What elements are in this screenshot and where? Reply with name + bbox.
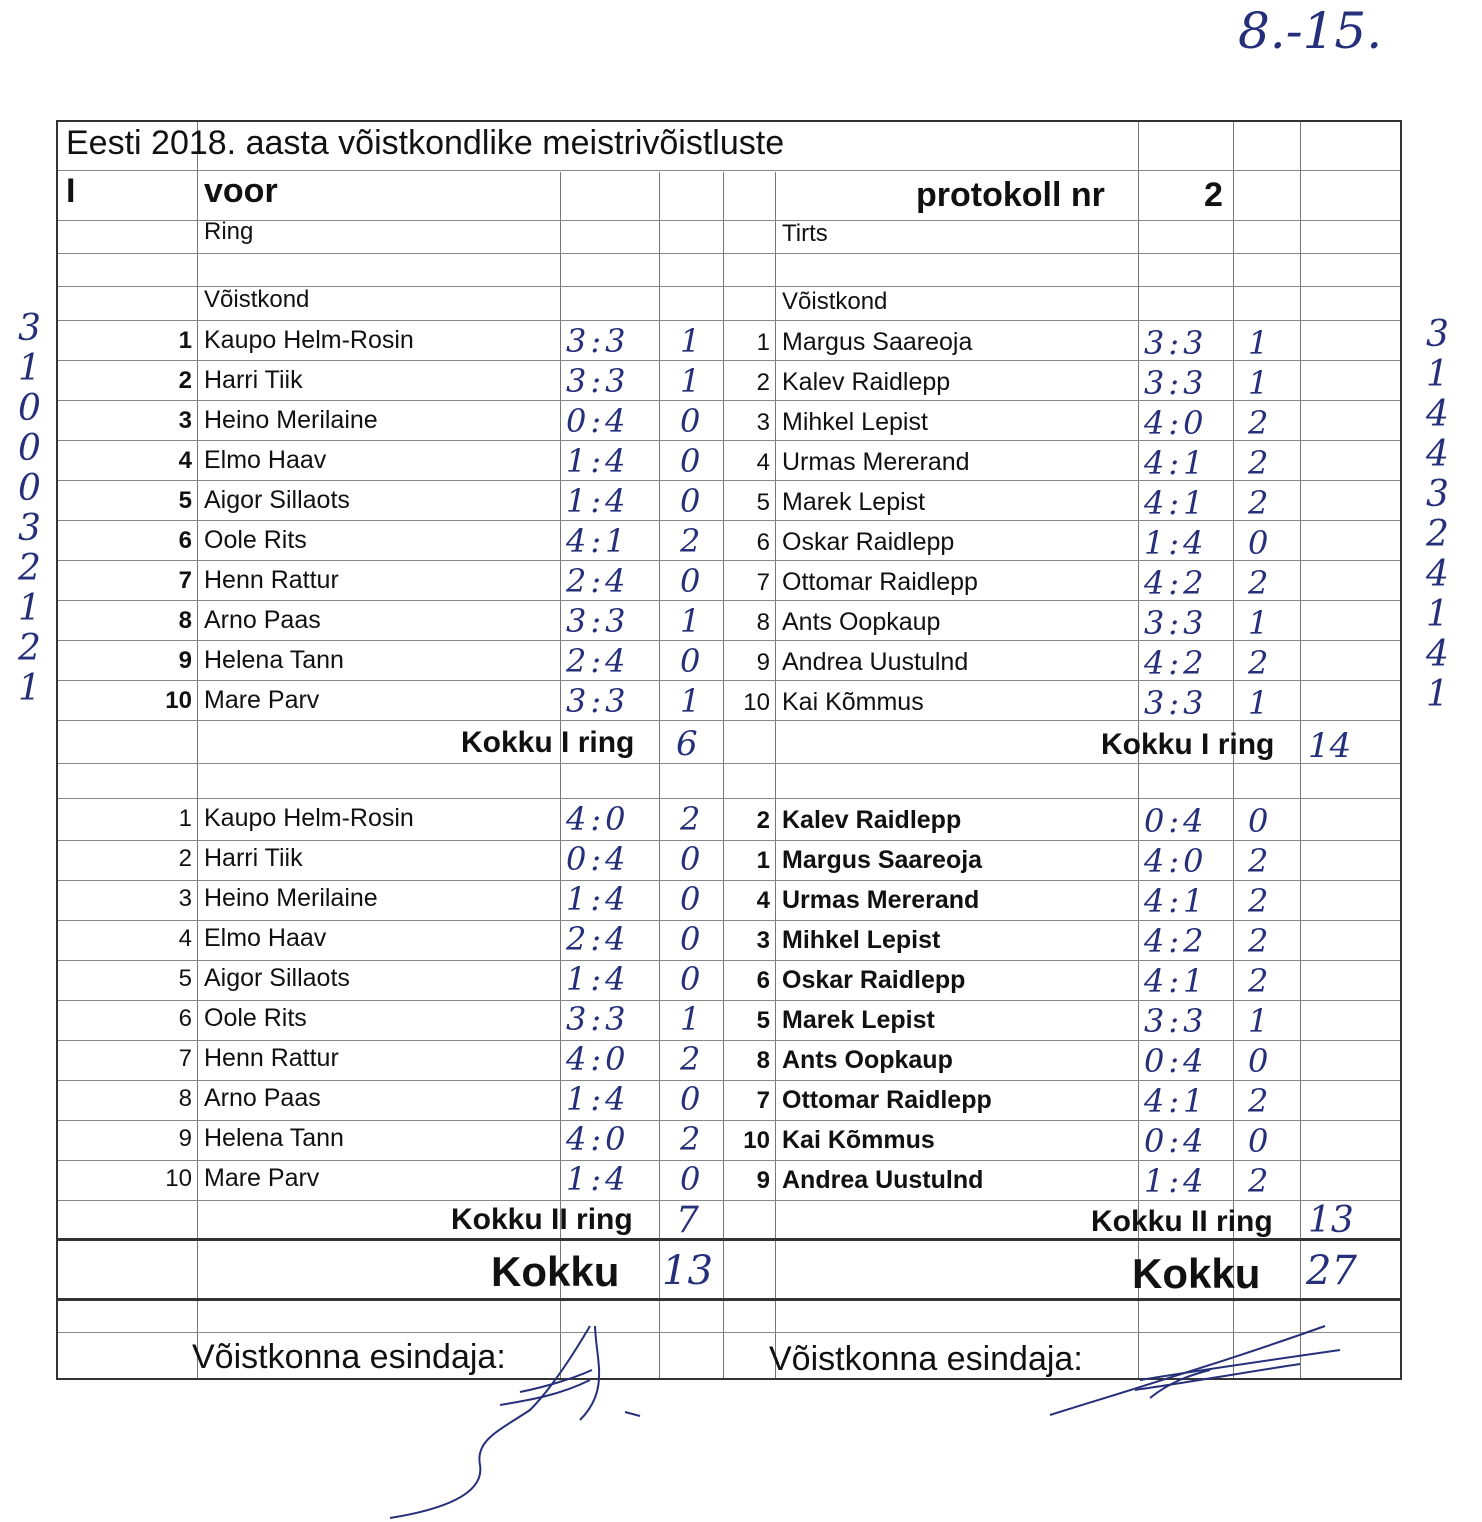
player-name: Helena Tann [204, 1124, 344, 1152]
match-points: 2 [680, 1120, 701, 1158]
match-points: 2 [1248, 484, 1269, 522]
left-margin-total: 2 [18, 548, 41, 589]
grid-line [58, 1200, 1400, 1201]
player-name: Oole Rits [204, 526, 307, 554]
right-team-label: Võistkond [782, 288, 888, 315]
player-name: Heino Merilaine [204, 406, 378, 434]
player-name: Elmo Haav [204, 924, 327, 952]
match-score: 1:4 [566, 482, 630, 520]
player-name: Kaupo Helm-Rosin [204, 326, 414, 354]
player-name: Aigor Sillaots [204, 964, 350, 992]
player-number: 8 [756, 1047, 770, 1074]
player-name: Arno Paas [204, 1084, 321, 1112]
left-signature [380, 1320, 680, 1520]
player-number: 6 [756, 967, 770, 994]
player-name: Ottomar Raidlepp [782, 568, 978, 596]
round2-right-total: 13 [1308, 1200, 1354, 1241]
match-score: 1:4 [1144, 1162, 1208, 1200]
match-score: 2:4 [566, 920, 630, 958]
grid-line [58, 170, 1400, 171]
player-number: 1 [756, 847, 770, 874]
left-margin-total: 2 [18, 628, 41, 669]
match-score: 4:1 [1144, 444, 1208, 482]
match-score: 4:1 [1144, 882, 1208, 920]
player-name: Margus Saareoja [782, 846, 983, 874]
player-number: 5 [756, 1007, 770, 1034]
match-score: 3:3 [566, 362, 630, 400]
match-points: 1 [680, 682, 701, 720]
player-number: 8 [178, 1085, 192, 1112]
right-margin-total: 4 [1426, 434, 1449, 475]
round1-left-total-label: Kokku I ring [461, 726, 635, 759]
match-points: 1 [680, 1000, 701, 1038]
player-name: Kai Kõmmus [782, 1126, 935, 1154]
player-name: Oole Rits [204, 1004, 307, 1032]
match-score: 3:3 [566, 322, 630, 360]
player-number: 2 [178, 845, 192, 872]
player-number: 9 [756, 1167, 770, 1194]
match-score: 1:4 [566, 880, 630, 918]
grand-total-left: 13 [662, 1248, 713, 1294]
player-name: Kalev Raidlepp [782, 368, 951, 396]
match-score: 4:1 [1144, 484, 1208, 522]
player-name: Mihkel Lepist [782, 408, 928, 436]
right-margin-total: 3 [1426, 314, 1449, 355]
left-margin-total: 0 [18, 388, 41, 429]
player-number: 7 [756, 569, 770, 596]
match-score: 2:4 [566, 562, 630, 600]
corner-note: 8.-15. [1238, 2, 1383, 60]
match-score: 4:0 [1144, 404, 1208, 442]
left-margin-total: 3 [18, 308, 41, 349]
grid-line [58, 763, 1400, 764]
player-name: Andrea Uustulnd [782, 648, 969, 676]
round2-left-total: 7 [676, 1200, 699, 1241]
player-number: 4 [178, 447, 192, 474]
right-margin-total: 2 [1426, 514, 1449, 555]
player-name: Harri Tiik [204, 844, 303, 872]
match-points: 0 [1248, 524, 1269, 562]
player-number: 2 [756, 807, 770, 834]
match-points: 2 [1248, 882, 1269, 920]
player-name: Arno Paas [204, 606, 321, 634]
player-name: Henn Rattur [204, 566, 339, 594]
player-name: Margus Saareoja [782, 328, 973, 356]
match-score: 0:4 [1144, 1122, 1208, 1160]
player-number: 10 [743, 689, 770, 716]
match-points: 2 [1248, 644, 1269, 682]
round1-right-total: 14 [1308, 726, 1352, 766]
match-points: 0 [680, 562, 701, 600]
player-number: 5 [756, 489, 770, 516]
match-points: 0 [680, 960, 701, 998]
match-points: 0 [680, 482, 701, 520]
player-number: 6 [178, 527, 192, 554]
right-team-name: Tirts [782, 220, 828, 247]
page-title: Eesti 2018. aasta võistkondlike meistrivõistluste [66, 124, 785, 162]
player-name: Kai Kõmmus [782, 688, 924, 716]
player-name: Kaupo Helm-Rosin [204, 804, 414, 832]
left-margin-total: 3 [18, 508, 41, 549]
player-name: Marek Lepist [782, 488, 926, 516]
player-number: 3 [178, 407, 192, 434]
player-number: 5 [178, 965, 192, 992]
player-name: Oskar Raidlepp [782, 528, 955, 556]
right-margin-total: 4 [1426, 394, 1449, 435]
match-points: 0 [680, 402, 701, 440]
player-name: Ants Oopkaup [782, 608, 941, 636]
match-points: 0 [1248, 1122, 1269, 1160]
match-score: 2:4 [566, 642, 630, 680]
match-score: 0:4 [566, 840, 630, 878]
player-name: Mare Parv [204, 686, 320, 714]
player-number: 7 [178, 567, 192, 594]
match-score: 4:1 [1144, 962, 1208, 1000]
round-roman: I [66, 172, 76, 210]
left-margin-total: 0 [18, 428, 41, 469]
left-margin-total: 1 [18, 668, 41, 709]
match-points: 2 [1248, 1082, 1269, 1120]
player-number: 2 [178, 367, 192, 394]
grid-line [58, 880, 1400, 881]
grid-line [58, 1000, 1400, 1001]
match-score: 3:3 [1144, 684, 1208, 722]
player-number: 2 [756, 369, 770, 396]
grand-total-left-label: Kokku [491, 1248, 620, 1295]
player-number: 6 [756, 529, 770, 556]
right-signature [1040, 1320, 1380, 1430]
match-points: 1 [1248, 364, 1269, 402]
right-margin-total: 4 [1426, 554, 1449, 595]
match-points: 2 [1248, 404, 1269, 442]
match-points: 0 [1248, 802, 1269, 840]
match-score: 3:3 [1144, 364, 1208, 402]
left-margin-total: 1 [18, 588, 41, 629]
match-points: 2 [1248, 962, 1269, 1000]
match-score: 4:0 [566, 1120, 630, 1158]
grid-line [58, 320, 1400, 321]
grand-total-right: 27 [1306, 1248, 1357, 1294]
player-number: 4 [756, 449, 770, 476]
player-number: 10 [165, 687, 192, 714]
player-name: Helena Tann [204, 646, 344, 674]
match-points: 1 [1248, 1002, 1269, 1040]
match-points: 1 [680, 602, 701, 640]
match-points: 0 [680, 1160, 701, 1198]
round-label: voor [204, 172, 278, 210]
player-number: 3 [756, 409, 770, 436]
match-score: 4:0 [566, 800, 630, 838]
player-number: 9 [756, 649, 770, 676]
round2-left-total-label: Kokku II ring [451, 1203, 633, 1236]
right-margin-total: 1 [1426, 674, 1449, 715]
grid-line [58, 1160, 1400, 1161]
player-name: Aigor Sillaots [204, 486, 350, 514]
right-margin-total: 3 [1426, 474, 1449, 515]
match-score: 1:4 [566, 1160, 630, 1198]
player-number: 9 [178, 647, 192, 674]
match-score: 0:4 [1144, 1042, 1208, 1080]
player-number: 5 [178, 487, 192, 514]
match-points: 2 [1248, 1162, 1269, 1200]
grid-line [58, 1120, 1400, 1121]
match-score: 3:3 [1144, 324, 1208, 362]
player-name: Mihkel Lepist [782, 926, 941, 954]
player-number: 1 [756, 329, 770, 356]
match-score: 3:3 [566, 602, 630, 640]
player-number: 6 [178, 1005, 192, 1032]
player-number: 10 [165, 1165, 192, 1192]
player-name: Elmo Haav [204, 446, 327, 474]
protocol-sheet [56, 120, 1402, 1380]
left-margin-total: 0 [18, 468, 41, 509]
match-points: 0 [680, 1080, 701, 1118]
match-points: 2 [680, 522, 701, 560]
match-score: 4:1 [1144, 1082, 1208, 1120]
player-number: 4 [756, 887, 770, 914]
left-signature-label: Võistkonna esindaja: [192, 1338, 506, 1376]
match-score: 1:4 [566, 1080, 630, 1118]
player-name: Andrea Uustulnd [782, 1166, 984, 1194]
player-name: Oskar Raidlepp [782, 966, 966, 994]
grid-line [58, 220, 1400, 221]
player-name: Marek Lepist [782, 1006, 935, 1034]
grid-line [58, 920, 1400, 921]
match-score: 3:3 [1144, 604, 1208, 642]
round2-right-total-label: Kokku II ring [1091, 1205, 1273, 1238]
match-points: 2 [680, 800, 701, 838]
match-points: 1 [1248, 324, 1269, 362]
match-score: 3:3 [566, 682, 630, 720]
player-name: Harri Tiik [204, 366, 303, 394]
grid-line [58, 253, 1400, 254]
grid-line [58, 1080, 1400, 1081]
grand-total-right-label: Kokku [1132, 1250, 1261, 1297]
player-number: 3 [178, 885, 192, 912]
grid-line [58, 840, 1400, 841]
match-points: 1 [680, 322, 701, 360]
player-number: 10 [743, 1127, 770, 1154]
left-team-label: Võistkond [204, 286, 310, 313]
match-points: 1 [680, 362, 701, 400]
grid-line [58, 1298, 1400, 1301]
player-name: Henn Rattur [204, 1044, 339, 1072]
player-name: Ants Oopkaup [782, 1046, 953, 1074]
player-name: Urmas Mererand [782, 448, 970, 476]
match-score: 4:0 [566, 1040, 630, 1078]
match-score: 4:2 [1144, 564, 1208, 602]
player-name: Kalev Raidlepp [782, 806, 962, 834]
player-number: 7 [756, 1087, 770, 1114]
right-margin-total: 1 [1426, 594, 1449, 635]
match-score: 3:3 [1144, 1002, 1208, 1040]
player-name: Mare Parv [204, 1164, 320, 1192]
player-name: Heino Merilaine [204, 884, 378, 912]
right-signature-label: Võistkonna esindaja: [769, 1340, 1083, 1378]
round1-left-total: 6 [676, 724, 698, 764]
player-number: 4 [178, 925, 192, 952]
match-points: 1 [1248, 684, 1269, 722]
player-name: Urmas Mererand [782, 886, 980, 914]
match-score: 0:4 [1144, 802, 1208, 840]
grid-line [58, 960, 1400, 961]
match-score: 1:4 [566, 960, 630, 998]
match-points: 1 [1248, 604, 1269, 642]
player-name: Ottomar Raidlepp [782, 1086, 992, 1114]
match-points: 2 [1248, 564, 1269, 602]
match-points: 0 [680, 920, 701, 958]
match-points: 0 [1248, 1042, 1269, 1080]
player-number: 9 [178, 1125, 192, 1152]
player-number: 1 [178, 327, 192, 354]
left-team-name: Ring [204, 218, 254, 245]
protocol-number: 2 [1204, 176, 1223, 214]
match-score: 4:0 [1144, 842, 1208, 880]
round1-right-total-label: Kokku I ring [1101, 728, 1275, 761]
right-margin-total: 1 [1426, 354, 1449, 395]
match-points: 0 [680, 880, 701, 918]
match-points: 2 [680, 1040, 701, 1078]
match-score: 4:2 [1144, 644, 1208, 682]
match-points: 0 [680, 642, 701, 680]
match-score: 1:4 [1144, 524, 1208, 562]
match-points: 2 [1248, 842, 1269, 880]
right-margin-total: 4 [1426, 634, 1449, 675]
match-score: 0:4 [566, 402, 630, 440]
grid-line [58, 798, 1400, 799]
player-number: 1 [178, 805, 192, 832]
player-number: 3 [756, 927, 770, 954]
match-points: 2 [1248, 444, 1269, 482]
match-score: 4:1 [566, 522, 630, 560]
player-number: 7 [178, 1045, 192, 1072]
left-margin-total: 1 [18, 348, 41, 389]
grid-line [58, 1040, 1400, 1041]
protocol-label: protokoll nr [916, 176, 1105, 214]
match-points: 0 [680, 442, 701, 480]
match-points: 0 [680, 840, 701, 878]
match-score: 1:4 [566, 442, 630, 480]
player-number: 8 [178, 607, 192, 634]
match-score: 4:2 [1144, 922, 1208, 960]
player-number: 8 [756, 609, 770, 636]
match-points: 2 [1248, 922, 1269, 960]
match-score: 3:3 [566, 1000, 630, 1038]
